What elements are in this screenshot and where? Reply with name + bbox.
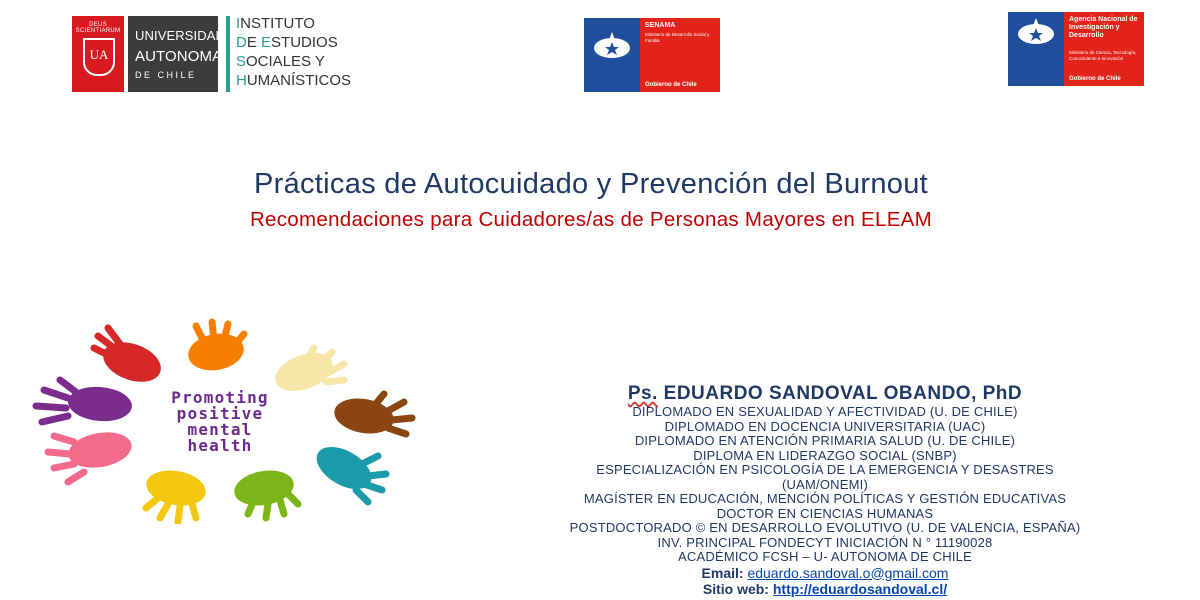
anid-footer: Gobierno de Chile (1069, 76, 1121, 82)
chile-shield-icon (1008, 12, 1064, 86)
email-row (470, 565, 1180, 581)
credential-line: DIPLOMADO EN ATENCIÓN PRIMARIA SALUD (U. DE CHILE) (634, 433, 1016, 448)
ua-name-line1: UNIVERSIDAD (135, 28, 225, 43)
credential-line: DIPLOMADO EN SEXUALIDAD Y AFECTIVIDAD (U. DE CHILE) (632, 404, 1018, 419)
chile-shield-icon (584, 18, 640, 92)
email-link[interactable]: eduardo.sandoval.o@gmail.com (747, 564, 949, 581)
page-subtitle: Recomendaciones para Cuidadores/as de Personas Mayores en ELEAM (249, 208, 933, 231)
senama-logo (584, 18, 720, 92)
ua-name-line3: DE CHILE (135, 70, 197, 80)
credential-line: INV. PRINCIPAL FONDECYT INICIACIÓN N ° 11190028 (657, 534, 993, 550)
anid-logo (1008, 12, 1144, 86)
credential-line: MAGÍSTER EN EDUCACIÓN, MENCIÓN POLÍTICAS Y GESTIÓN EDUCATIVAS (583, 491, 1067, 506)
image-text-line2: positive (176, 404, 264, 423)
ua-motto: DEUS SCIENTIARUM (75, 22, 121, 34)
credential-line: DOCTOR EN CIENCIAS HUMANAS (716, 505, 934, 521)
promoting-health-text (130, 390, 310, 454)
senama-subtitle: Ministerio de Desarrollo Social y Familia (645, 32, 710, 43)
credential-line: ESPECIALIZACIÓN EN PSICOLOGÍA DE LA EMERGENCIA Y DESASTRES (596, 462, 1054, 477)
institute-line2: DE ESTUDIOS (236, 34, 338, 51)
ua-logo-emblem (72, 16, 124, 92)
credential-line: (UAM/ONEMI) (782, 476, 868, 492)
anid-red-panel (1064, 12, 1144, 86)
author-prefix: Ps. (627, 383, 658, 404)
institute-line1: INSTITUTO (236, 15, 315, 32)
chile-shield-panel (584, 18, 640, 92)
credential-line: DIPLOMADO EN DOCENCIA UNIVERSITARIA (UAC) (664, 418, 986, 434)
ua-logo-name (128, 16, 225, 92)
senama-name: SENAMA (645, 22, 676, 29)
credential-line: ACADÉMICO FCSH – U- AUTONOMA DE CHILE (678, 549, 972, 564)
chile-shield-panel (1008, 12, 1064, 86)
institute-logo (236, 14, 351, 90)
anid-subtitle: Ministerio de Ciencia, Tecnología, Conocimiento e Innovación (1069, 50, 1137, 61)
author-name (470, 382, 1180, 405)
institute-line3: SOCIALES Y (236, 53, 325, 70)
email-label: Email: (701, 564, 744, 581)
website-label: Sitio web: (702, 580, 769, 597)
author-info (470, 382, 1180, 597)
credential-line: POSTDOCTORADO © EN DESARROLLO EVOLUTIVO (U. DE VALENCIA, ESPAÑA) (569, 520, 1081, 535)
ua-name-line2: AUTONOMA (135, 48, 223, 65)
website-link[interactable]: http://eduardosandoval.cl/ (772, 580, 948, 597)
anid-name: Agencia Nacional de Investigación y Desarrollo (1069, 16, 1138, 39)
senama-red-panel (640, 18, 720, 92)
website-row (470, 581, 1180, 597)
institute-accent-bar (226, 16, 230, 92)
page-title: Prácticas de Autocuidado y Prevención del Burnout (253, 168, 929, 200)
image-text-line3: mental (187, 420, 253, 439)
image-text-line1: Promoting (171, 388, 269, 407)
senama-footer: Gobierno de Chile (645, 82, 697, 88)
institute-line4: HUMANÍSTICOS (236, 72, 352, 89)
ua-crest-icon: UA (83, 38, 115, 76)
credential-line: DIPLOMA EN LIDERAZGO SOCIAL (SNBP) (693, 447, 957, 463)
author-fullname: EDUARDO SANDOVAL OBANDO, PhD (663, 383, 1023, 404)
image-text-line4: health (187, 436, 253, 455)
